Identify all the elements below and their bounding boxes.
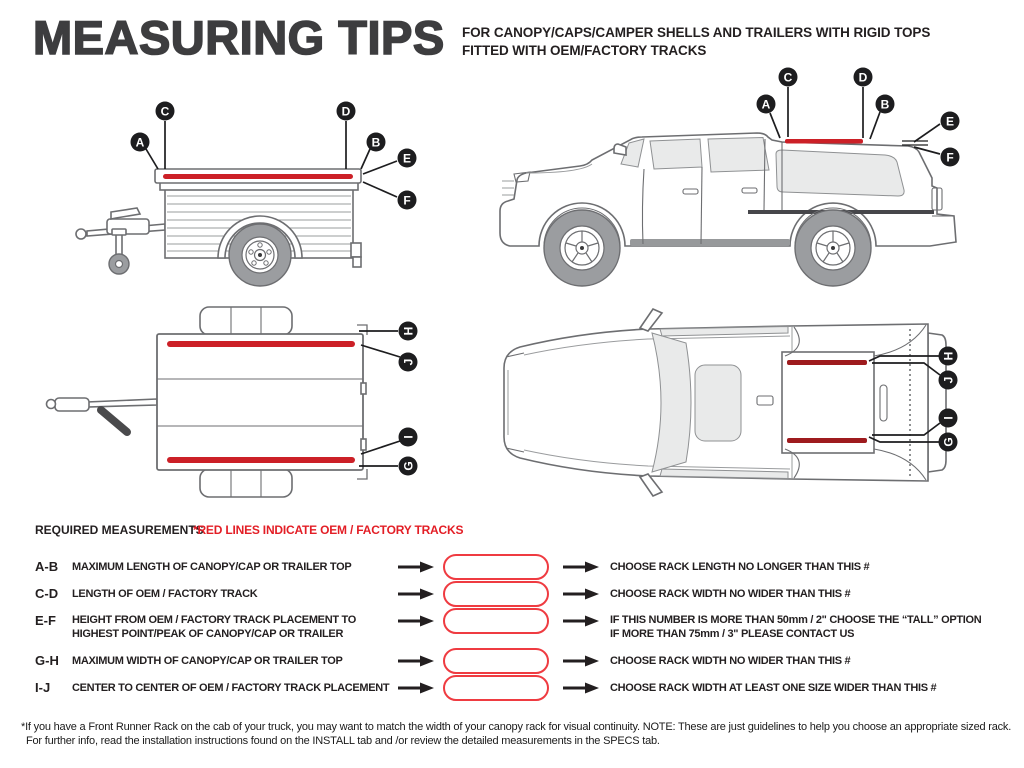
- measurement-guidance: CHOOSE RACK LENGTH NO LONGER THAN THIS #: [610, 561, 870, 573]
- callout-f-trailer-side: [363, 182, 417, 210]
- truck-top-body: [504, 309, 928, 496]
- callout-j-trailer-top: [361, 345, 418, 372]
- oem-track-dark-red-top: [787, 360, 867, 365]
- measurement-pair-label: C-D: [35, 586, 59, 601]
- callout-c-truck-side: [779, 68, 798, 138]
- svg-text:C: C: [783, 70, 793, 85]
- callout-h-trailer-top: [359, 322, 418, 341]
- arrow-right-icon: [398, 561, 434, 573]
- measurement-description: MAXIMUM WIDTH OF CANOPY/CAP OR TRAILER TOP: [72, 655, 343, 667]
- trailer-side-diagram: [15, 85, 435, 295]
- measurement-input-pill: [443, 675, 549, 701]
- right-mirror: [640, 474, 662, 496]
- measurement-input-pill: [443, 608, 549, 634]
- canopy-window: [776, 150, 904, 196]
- page-title: MEASURING TIPS: [33, 11, 445, 64]
- measurement-guidance: CHOOSE RACK WIDTH NO WIDER THAN THIS #: [610, 588, 851, 600]
- arrow-right-icon: [563, 682, 599, 694]
- svg-text:F: F: [403, 193, 411, 208]
- measurement-pair-label: G-H: [35, 653, 59, 668]
- callout-a-trailer-side: [131, 133, 159, 170]
- required-measurements-label: REQUIRED MEASUREMENTS: [35, 523, 204, 537]
- svg-text:A: A: [135, 135, 145, 150]
- sunroof: [695, 365, 741, 441]
- arrow-right-icon: [398, 615, 434, 627]
- trailer-top-body: [157, 325, 367, 479]
- callout-e-trailer-side: [363, 149, 417, 175]
- svg-text:B: B: [880, 97, 890, 112]
- oem-track-dark-red-bottom: [787, 438, 867, 443]
- measurement-guidance: CHOOSE RACK WIDTH AT LEAST ONE SIZE WIDER THAN THIS #: [610, 682, 937, 694]
- callout-i-trailer-top: [361, 428, 418, 455]
- left-mirror: [640, 309, 662, 331]
- front-door-window: [650, 139, 702, 169]
- measurement-row-gh: [35, 648, 1020, 674]
- page-subtitle: [462, 24, 930, 59]
- subtitle-line-1: FOR CANOPY/CAPS/CAMPER SHELLS AND TRAILERS WITH RIGID TOPS: [462, 25, 931, 40]
- oem-track-red-line: [785, 139, 863, 144]
- svg-text:H: H: [941, 351, 956, 361]
- rear-wheel: [795, 210, 871, 286]
- measurement-input-pill: [443, 648, 549, 674]
- oem-track-red-line: [163, 174, 353, 179]
- front-wheel: [544, 210, 620, 286]
- bed-opening: [782, 352, 874, 453]
- measurement-guidance: IF THIS NUMBER IS MORE THAN 50mm / 2" CHOOSE THE “TALL” OPTION IF MORE THAN 75mm / 3" PLEASE CONTACT US: [610, 614, 982, 640]
- svg-text:I: I: [941, 416, 956, 420]
- svg-text:A: A: [761, 97, 771, 112]
- measurement-input-pill: [443, 554, 549, 580]
- callout-d-trailer-side: [337, 102, 356, 170]
- measurement-description: HEIGHT FROM OEM / FACTORY TRACK PLACEMENT TO HIGHEST POINT/PEAK OF CANOPY/CAP OR TRAILER: [72, 614, 357, 640]
- arrow-right-icon: [563, 655, 599, 667]
- svg-text:C: C: [160, 104, 170, 119]
- svg-text:J: J: [941, 376, 956, 384]
- truck-top-diagram: [490, 295, 1000, 520]
- svg-text:I: I: [401, 435, 416, 439]
- measurement-row-ab: [35, 554, 1020, 580]
- measurement-row-ij: [35, 675, 1020, 701]
- trailer-tongue: [47, 398, 158, 432]
- callout-b-trailer-side: [361, 133, 386, 170]
- measurement-description: CENTER TO CENTER OF OEM / FACTORY TRACK PLACEMENT: [72, 682, 390, 694]
- oem-track-red-line-top: [167, 341, 355, 347]
- measurement-guidance: CHOOSE RACK WIDTH NO WIDER THAN THIS #: [610, 655, 851, 667]
- callout-b-truck-side: [870, 95, 895, 140]
- measurement-pair-label: I-J: [35, 680, 51, 695]
- measurement-input-pill: [443, 581, 549, 607]
- svg-text:E: E: [945, 114, 955, 129]
- measurement-pair-label: E-F: [35, 613, 56, 628]
- running-board: [630, 239, 790, 246]
- arrow-right-icon: [398, 682, 434, 694]
- svg-text:G: G: [401, 461, 416, 471]
- truck-side-diagram: [480, 60, 980, 300]
- callout-d-truck-side: [854, 68, 873, 139]
- svg-text:H: H: [401, 326, 416, 336]
- rear-door-window: [708, 138, 769, 173]
- arrow-right-icon: [563, 588, 599, 600]
- measurement-description: LENGTH OF OEM / FACTORY TRACK: [72, 588, 258, 600]
- jack-crank-handle: [101, 410, 127, 432]
- measurement-row-cd: [35, 581, 1020, 607]
- svg-text:G: G: [941, 437, 956, 447]
- svg-text:D: D: [341, 104, 351, 119]
- svg-text:E: E: [402, 151, 412, 166]
- callout-c-trailer-side: [156, 102, 175, 170]
- svg-text:F: F: [946, 150, 954, 165]
- arrow-right-icon: [563, 561, 599, 573]
- arrow-right-icon: [398, 655, 434, 667]
- callout-a-truck-side: [757, 95, 781, 139]
- oem-track-red-line-bottom: [167, 457, 355, 463]
- side-mirror: [614, 144, 626, 155]
- measurement-row-ef: [35, 608, 1020, 640]
- measurement-pair-label: A-B: [35, 559, 59, 574]
- arrow-right-icon: [398, 588, 434, 600]
- svg-text:J: J: [401, 358, 416, 366]
- callout-g-trailer-top: [359, 457, 418, 476]
- footnote: *If you have a Front Runner Rack on the cab of your truck, you may want to match the width of your canopy rack for visual continuity. NOTE: These are just guidelines to help you choose an appropriate sized rack. For further info, read the installation instructions found on the INSTALL tab and /or review the detailed measurements in the SPECS tab.: [21, 721, 1012, 747]
- callout-e-truck-side: [902, 112, 960, 146]
- subtitle-line-2: FITTED WITH OEM/FACTORY TRACKS: [462, 42, 707, 58]
- trailer-top-diagram: [15, 295, 435, 515]
- arrow-right-icon: [563, 615, 599, 627]
- trailer-jockey-wheel: [109, 229, 129, 274]
- red-lines-note: *RED LINES INDICATE OEM / FACTORY TRACKS: [193, 523, 464, 537]
- measurement-description: MAXIMUM LENGTH OF CANOPY/CAP OR TRAILER TOP: [72, 561, 352, 573]
- svg-text:B: B: [371, 135, 381, 150]
- svg-text:D: D: [858, 70, 868, 85]
